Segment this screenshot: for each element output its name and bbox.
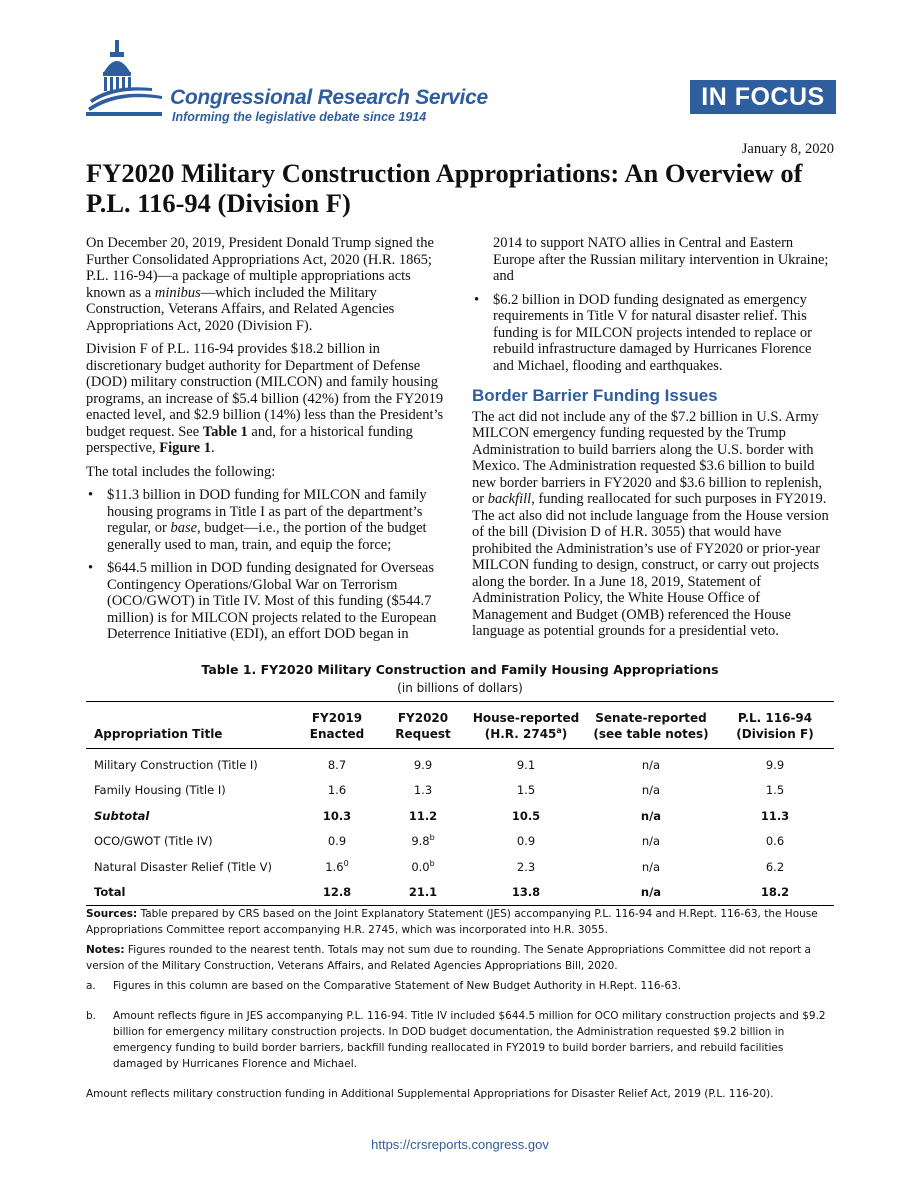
table-cell: 9.1 (516, 758, 536, 773)
table-row (86, 749, 834, 778)
total-row (86, 880, 834, 906)
table-cell: 10.3 (322, 808, 352, 823)
table-cell: 9.9 (765, 758, 785, 773)
table-units: (in billions of dollars) (397, 681, 523, 695)
section-heading: Border Barrier Funding Issues (472, 386, 718, 405)
row-title: Subtotal (94, 808, 150, 823)
column-header: P.L. 116-94 (Division F) (736, 711, 814, 741)
list-intro: The total includes the following: (86, 463, 276, 480)
table-cell: 13.8 (511, 885, 541, 899)
row-title: OCO/GWOT (Title IV) (94, 834, 213, 849)
table-cell: 9.9 (413, 758, 433, 773)
table-cell: 11.3 (760, 808, 790, 823)
table-cell: 2.3 (516, 859, 536, 874)
intro-paragraph: On December 20, 2019, President Donald Trump signed the Further Consolidated Appropriations Act, 2020 (H.R. 1865; P.L. 116-94)—a package of multiple appropriations acts known as a minibus—which included the Military Construction, Veterans Affairs, and Related Agencies Appropriations Act, 2020 (Division F). (86, 235, 434, 334)
table-cell: n/a (641, 834, 661, 849)
funding-list (86, 487, 452, 643)
appropriations-table (86, 701, 834, 906)
table-cell: 21.1 (408, 885, 438, 899)
table-cell: $1.6^0$ (325, 858, 349, 874)
org-name: Congressional Research Service (170, 86, 488, 109)
list-item: • $6.2 billion in DOD funding designated as emergency requirements in Title V for natural disaster relief. This funding is for MILCON projects intended to replace or rebuild infrastructure damaged by Hurricanes Florence and Michael, flooding and earthquakes. (474, 291, 812, 374)
notes-note: Notes: Figures rounded to the nearest tenth. Totals may not sum due to rounding. The Senate Appropriations Committee did not report a version of the Military Construction, Veterans Affairs, and Related Agencies Appropriations Bill, 2020. (86, 944, 811, 972)
footnote-c: Amount reflects military construction funding in Additional Supplemental Appropriations for Disaster Relief Act, 2019 (P.L. 116-20). (86, 1088, 774, 1100)
footnote-a: a. Figures in this column are based on the Comparative Statement of New Budget Authority in H.Rept. 116-63. (86, 980, 682, 992)
table-row (86, 778, 834, 804)
table-cell: n/a (640, 885, 662, 899)
footnote-b: b. Amount reflects figure in JES accompanying P.L. 116-94. Title IV included $644.5 million for OCO military construction projects and $9.2 billion for emergency military construction projects. In DOD budget documentation, the Administration requested $9.2 billion in emergency funding to build border barriers, backfill funding reallocated in FY2019 to build border barriers, and rebuild facilities damaged by Hurricanes Florence and Michael. (86, 1010, 826, 1070)
table-cell: n/a (641, 783, 661, 798)
table-cell: 0.6 (765, 834, 785, 849)
list-item-continued: 2014 to support NATO allies in Central and Eastern Europe after the Russian military intervention in Ukraine; and (493, 235, 829, 284)
table-cell: 0.0$^b$ (411, 858, 435, 874)
column-header: House-reported (H.R. 2745$^a$) (472, 711, 580, 741)
row-title: Total (94, 885, 126, 899)
left-column (86, 235, 452, 650)
table-cell: n/a (641, 859, 661, 874)
table-cell: 12.8 (322, 885, 352, 899)
table-cell: 1.5 (765, 783, 785, 798)
table-cell: 18.2 (760, 885, 790, 899)
table-cell: 6.2 (765, 859, 785, 874)
border-paragraph: The act did not include any of the $7.2 billion in U.S. Army MILCON emergency funding requested by the Trump Administration to build barriers along the U.S. border with Mexico. The Administration requested $3.6 billion to build new border barriers in FY2020 and $3.6 billion to replenish, or backfill, funding reallocated for such purposes in FY2019. The act also did not include language from the House version of the bill (Division D of H.R. 3055) that would have prohibited the Administration’s use of FY2020 or prior-year MILCON funding to design, construct, or carry out projects along the border. In a June 18, 2019, Statement of Administration Policy, the White House Office of Management and Budget (OMB) referenced the House language as potential grounds for a presidential veto. (472, 408, 829, 639)
table-row (86, 829, 834, 855)
sources-note: Sources: Table prepared by CRS based on the Joint Explanatory Statement (JES) accompanying P.L. 116-94 and H.Rept. 116-63, the House Appropriations Committee report accompanying H.R. 2745, which was incorporated into H.R. 3055. (86, 908, 818, 936)
row-title: Family Housing (Title I) (94, 783, 226, 798)
table-cell: n/a (641, 758, 661, 773)
page-header (86, 38, 836, 138)
table-cell: 1.6 (327, 783, 347, 798)
table-1-link: Table 1 (202, 423, 248, 440)
table-cell: 1.3 (413, 783, 433, 798)
column-header: FY2019 Enacted (309, 711, 365, 741)
column-header: FY2020 Request (395, 711, 451, 741)
summary-paragraph: Division F of P.L. 116-94 provides $18.2 billion in discretionary budget authority for Department of Defense (DOD) military construction (MILCON) and family housing programs, an increase of $5.4 billion (42%) from the FY2019 enacted level, and $2.9 billion (14%) less than the President’s budget request. See Table 1 and, for a historical funding perspective, Figure 1. (86, 341, 444, 456)
table-cell: 8.7 (327, 758, 347, 773)
table-header-row (86, 702, 834, 749)
publication-date: January 8, 2020 (741, 141, 834, 157)
list-item: • $644.5 million in DOD funding designated for Overseas Contingency Operations/Global War on Terrorism (OCO/GWOT) in Title IV. Most of this funding ($544.7 million) is for MILCON projects related to the European Deterrence Initiative (EDI), an effort DOD began in (88, 560, 437, 642)
table-cell: 1.5 (516, 783, 536, 798)
in-focus-badge: IN FOCUS (690, 80, 836, 114)
bullet-icon: • (88, 560, 94, 576)
table-caption: Table 1. FY2020 Military Construction and Family Housing Appropriations (201, 662, 719, 677)
column-header: Senate-reported (see table notes) (593, 711, 709, 741)
table-cell: 11.2 (408, 808, 438, 823)
figure-1-link: Figure 1 (159, 440, 211, 456)
right-column (472, 235, 836, 647)
table-notes (86, 906, 834, 1106)
table-cell: 9.8$^b$ (411, 833, 435, 849)
column-header: Appropriation Title (94, 727, 223, 741)
document-title: FY2020 Military Construction Appropriations: An Overview of P.L. 116-94 (Division F) (86, 158, 803, 218)
table-1 (86, 662, 834, 906)
bullet-icon: • (88, 487, 94, 503)
table-cell: 10.5 (511, 808, 541, 823)
list-item: • $11.3 billion in DOD funding for MILCON and family housing programs in Title I as part of the department’s regular, or base, budget—i.e., the portion of the budget generally used to man, train, and equip the force; (88, 487, 427, 553)
org-tagline: Informing the legislative debate since 1914 (172, 110, 427, 124)
subtotal-row (86, 803, 834, 829)
row-title: Natural Disaster Relief (Title V) (94, 859, 272, 874)
table-cell: 0.9 (327, 834, 347, 849)
capitol-dome-icon (86, 38, 164, 120)
table-cell: n/a (640, 808, 662, 823)
row-title: Military Construction (Title I) (94, 758, 258, 773)
table-row (86, 854, 834, 880)
funding-list-continued (472, 292, 836, 375)
footer-url-link[interactable]: https://crsreports.congress.gov (371, 1137, 549, 1152)
bullet-icon: • (474, 291, 480, 308)
table-cell: 0.9 (516, 834, 536, 849)
